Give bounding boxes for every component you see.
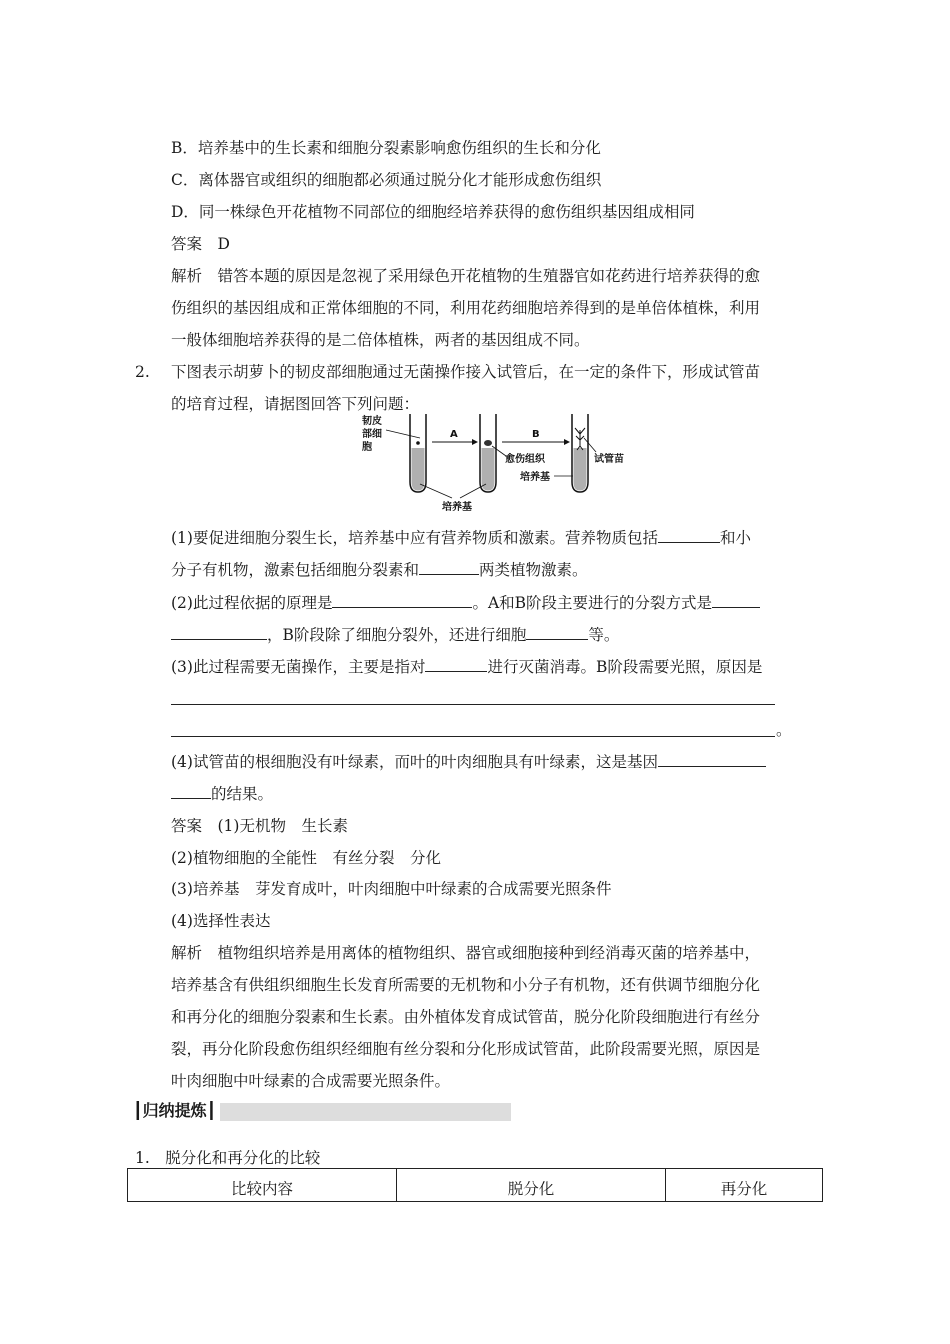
- answer-blank[interactable]: [332, 593, 472, 608]
- answer-blank[interactable]: [171, 625, 267, 640]
- seedling-label: 试管苗: [594, 454, 624, 465]
- analysis-line: 伤组织的基因组成和正常体细胞的不同，利用花药细胞培养得到的是单倍体植株，利用: [171, 299, 761, 317]
- analysis-line: 培养基含有供组织细胞生长发育所需要的无机物和小分子有机物，还有供调节细胞分化: [171, 976, 761, 994]
- table-header: 再分化: [666, 1169, 823, 1202]
- callus-label: 愈伤组织: [505, 454, 545, 465]
- answer-1: 答案 D: [171, 235, 230, 253]
- analysis-line: 一般体细胞培养获得的是二倍体植株，两者的基因组成不同。: [171, 331, 590, 349]
- table-row: [128, 1169, 823, 1202]
- section-title: ┃归纳提炼┃: [133, 1100, 220, 1122]
- answer-line[interactable]: [171, 736, 775, 737]
- test-tube-2: [480, 414, 496, 492]
- answer-line[interactable]: [171, 704, 775, 705]
- answer-blank[interactable]: [526, 625, 588, 640]
- comparison-table: [127, 1168, 823, 1202]
- analysis-line: 裂，再分化阶段愈伤组织经细胞有丝分裂和分化形成试管苗，此阶段需要光照，原因是: [171, 1040, 761, 1058]
- answer-line-text: 答案 (1)无机物 生长素: [171, 817, 348, 835]
- subquestion-2-cont: ，B阶段除了细胞分裂外，还进行细胞 等。: [171, 625, 619, 645]
- subquestion-2: (2)此过程依据的原理是 。A和B阶段主要进行的分裂方式是: [171, 593, 760, 613]
- answer-line-text: (2)植物细胞的全能性 有丝分裂 分化: [171, 849, 441, 867]
- question-number: 2.: [135, 363, 150, 381]
- medium-label: 培养基: [520, 472, 550, 483]
- test-tube-3: [572, 414, 588, 492]
- answer-blank[interactable]: [712, 593, 760, 608]
- arrow-b-label: B: [532, 429, 540, 440]
- subquestion-1-cont: 分子有机物，激素包括细胞分裂素和 两类植物激素。: [171, 561, 588, 579]
- analysis-line: 解析 错答本题的原因是忽视了采用绿色开花植物的生殖器官如花药进行培养获得的愈: [171, 267, 761, 285]
- cell-label: 韧皮: [362, 416, 382, 427]
- analysis-line: 和再分化的细胞分裂素和生长素。由外植体发育成试管苗，脱分化阶段细胞进行有丝分: [171, 1008, 761, 1026]
- table-header: 脱分化: [397, 1169, 666, 1202]
- test-tube-1: [410, 414, 426, 492]
- cell-label: 部细: [362, 429, 382, 440]
- period: 。: [776, 721, 792, 739]
- question-stem: 的培育过程，请据图回答下列问题：: [171, 395, 420, 413]
- option-d: D．同一株绿色开花植物不同部位的细胞经培养获得的愈伤组织基因组成相同: [171, 203, 695, 221]
- subquestion-1: (1)要促进细胞分裂生长，培养基中应有营养物质和激素。营养物质包括 和小: [171, 529, 751, 547]
- option-c: C．离体器官或组织的细胞都必须通过脱分化才能形成愈伤组织: [171, 171, 602, 189]
- answer-line-text: (4)选择性表达: [171, 912, 271, 930]
- answer-blank[interactable]: [658, 528, 720, 543]
- subquestion-4-cont: 的结果。: [171, 784, 273, 804]
- answer-blank[interactable]: [419, 560, 479, 575]
- test-tube-diagram: [360, 410, 640, 515]
- analysis-line: 解析 植物组织培养是用离体的植物组织、器官或细胞接种到经消毒灭菌的培养基中，: [171, 944, 761, 962]
- summary-item: 1. 脱分化和再分化的比较: [135, 1149, 321, 1167]
- answer-blank[interactable]: [658, 752, 766, 767]
- medium-bottom-label: 培养基: [442, 502, 472, 513]
- cell-label: 胞: [362, 442, 372, 453]
- subquestion-4: (4)试管苗的根细胞没有叶绿素，而叶的叶肉细胞具有叶绿素，这是基因: [171, 752, 766, 772]
- question-stem: 下图表示胡萝卜的韧皮部细胞通过无菌操作接入试管后，在一定的条件下，形成试管苗: [171, 363, 761, 381]
- arrow-a-label: A: [450, 429, 458, 440]
- analysis-line: 叶肉细胞中叶绿素的合成需要光照条件。: [171, 1072, 451, 1090]
- answer-line-text: (3)培养基 芽发育成叶，叶肉细胞中叶绿素的合成需要光照条件: [171, 880, 612, 898]
- subquestion-3: (3)此过程需要无菌操作，主要是指对 进行灭菌消毒。B阶段需要光照，原因是: [171, 658, 763, 676]
- option-b: B．培养基中的生长素和细胞分裂素影响愈伤组织的生长和分化: [171, 139, 601, 157]
- answer-blank[interactable]: [171, 784, 211, 799]
- table-header: 比较内容: [128, 1169, 397, 1202]
- answer-blank[interactable]: [425, 657, 487, 672]
